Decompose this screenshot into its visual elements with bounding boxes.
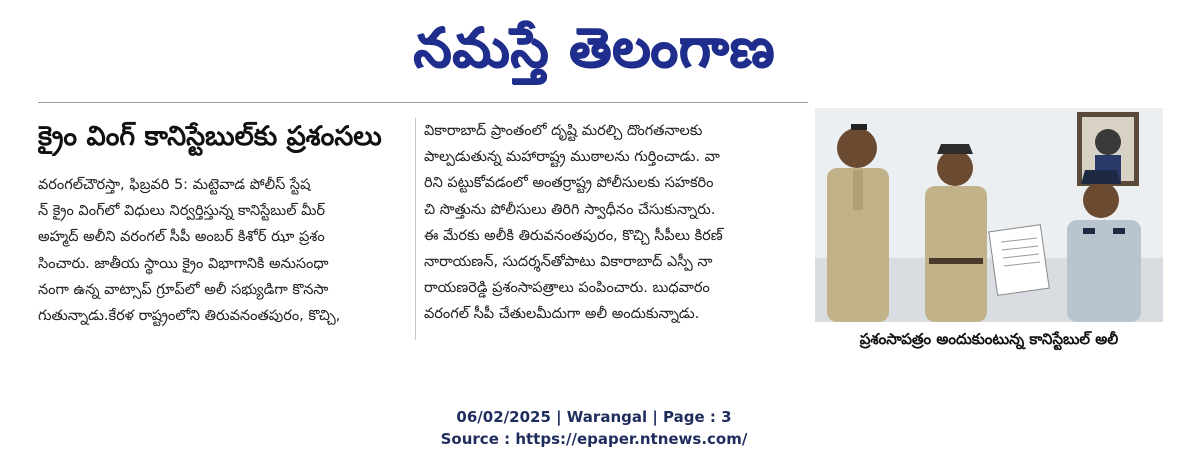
article-line: నారాయణన్, సుదర్శన్‌తోపాటు వికారాబాద్ ఎస్పీ నా — [424, 254, 713, 271]
article-line: పాల్పడుతున్న మహారాష్ట్ర ముఠాలను గుర్తించాడు. వా — [424, 149, 720, 166]
column-divider — [415, 118, 416, 340]
article-line: గుతున్నాడు.కేరళ రాష్ట్రంలోని తిరువనంతపురం, కొచ్చి, — [38, 308, 341, 325]
footer — [0, 406, 1188, 450]
photo-illustration — [815, 108, 1163, 322]
article-column-2 — [424, 118, 790, 328]
article-line: వరంగల్‌చౌరస్తా, ఫిబ్రవరి 5: మట్టెవాడ పోలీస్ స్టేష — [38, 177, 311, 193]
article-line: అహ్మద్ అలీని వరంగల్ సీపీ అంబర్ కిశోర్ ఝా ప్రశం — [38, 229, 325, 246]
article-line: ఈ మేరకు అలీకి తిరువనంతపురం, కొచ్చి సీపీలు కిరణ్ — [424, 227, 723, 244]
article-line: న్ క్రైం వింగ్‌లో విధులు నిర్వర్తిస్తున్న కానిస్టేబుల్ మీర్ — [38, 203, 326, 220]
article-line: నంగా ఉన్న వాట్సాప్ గ్రూప్‌లో అలీ సభ్యుడిగా కొనసా — [38, 281, 329, 298]
article-photo — [815, 108, 1163, 322]
article-line: వికారాబాద్ ప్రాంతంలో దృష్టి మరల్చి దొంగతనాలకు — [424, 123, 703, 139]
article-line: సించారు. జాతీయ స్థాయి క్రైం విభాగానికి అనుసంధా — [38, 255, 329, 272]
article-line: రాయణరెడ్డి ప్రశంసాపత్రాలు పంపించారు. బుధవారం — [424, 280, 710, 297]
article-line: వరంగల్ సీపీ చేతులమీదుగా అలీ అందుకున్నాడు. — [424, 306, 700, 323]
photo-caption: ప్రశంసాపత్రం అందుకుంటున్న కానిస్టేబుల్ అలీ — [859, 330, 1119, 348]
article-headline: క్రైం వింగ్ కానిస్టేబుల్‌కు ప్రశంసలు — [38, 121, 382, 152]
masthead — [0, 6, 1188, 90]
footer-date-edition: 06/02/2025 | Warangal | Page : 3 — [456, 408, 732, 426]
header-rule — [38, 102, 808, 103]
article-column-1 — [38, 172, 408, 329]
footer-source: Source : https://epaper.ntnews.com/ — [440, 430, 748, 448]
newspaper-title: నమస్తే తెలంగాణ — [413, 16, 775, 79]
article-line: చి సొత్తును పోలీసులు తిరిగి స్వాధీనం చేసుకున్నారు. — [424, 201, 716, 218]
article-line: రిని పట్టుకోవడంలో అంతర్రాష్ట్ర పోలీసులకు సహకరిం — [424, 175, 714, 192]
